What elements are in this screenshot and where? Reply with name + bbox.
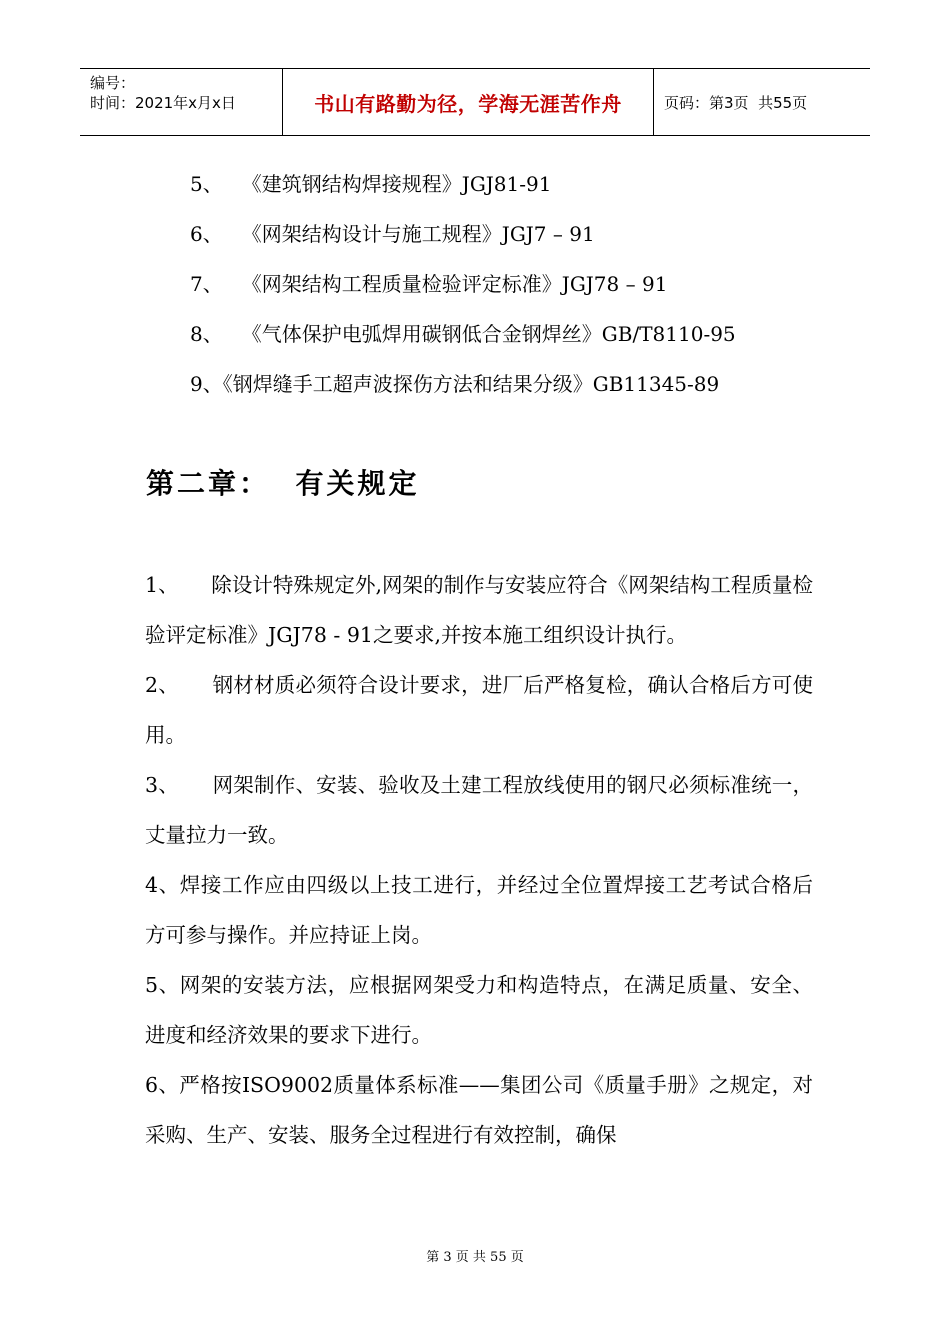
reference-item: 7、 《网架结构工程质量检验评定标准》JGJ78 – 91 <box>190 272 668 296</box>
regulation-paragraph: 5、网架的安装方法，应根据网架受力和构造特点，在满足质量、安全、进度和经济效果的要求下进行。 <box>145 973 813 1047</box>
header-info <box>80 69 282 135</box>
regulations-body <box>145 560 813 1160</box>
chapter-title: 第二章： 有关规定 <box>146 467 420 500</box>
document-number-label: 编号： <box>90 74 136 92</box>
reference-item: 8、 《气体保护电弧焊用碳钢低合金钢焊丝》GB/T8110-95 <box>190 322 736 346</box>
page-footer: 第 3 页 共 55 页 <box>426 1250 524 1265</box>
regulation-paragraph: 3、 网架制作、安装、验收及土建工程放线使用的钢尺必须标准统一，丈量拉力一致。 <box>145 773 813 847</box>
reference-item: 6、 《网架结构设计与施工规程》JGJ7 – 91 <box>190 222 595 246</box>
reference-item: 5、 《建筑钢结构焊接规程》JGJ81-91 <box>190 172 552 196</box>
regulation-paragraph: 1、 除设计特殊规定外,网架的制作与安装应符合《网架结构工程质量检验评定标准》JGJ78 - 91之要求,并按本施工组织设计执行。 <box>145 573 813 647</box>
reference-item: 9、《钢焊缝手工超声波探伤方法和结果分级》GB11345-89 <box>190 372 720 396</box>
document-date-label: 时间：2021年x月x日 <box>90 94 236 112</box>
regulation-paragraph: 6、严格按ISO9002质量体系标准——集团公司《质量手册》之规定，对采购、生产、安装、服务全过程进行有效控制，确保 <box>145 1073 813 1147</box>
header-motto: 书山有路勤为径，学海无涯苦作舟 <box>282 69 654 135</box>
reference-list <box>190 164 870 414</box>
regulation-paragraph: 4、焊接工作应由四级以上技工进行，并经过全位置焊接工艺考试合格后方可参与操作。并应持证上岗。 <box>145 873 813 947</box>
regulation-paragraph: 2、 钢材材质必须符合设计要求，进厂后严格复检，确认合格后方可使用。 <box>145 673 813 747</box>
page-header <box>80 68 870 136</box>
header-page-code: 页码：第3页 共55页 <box>664 93 808 112</box>
